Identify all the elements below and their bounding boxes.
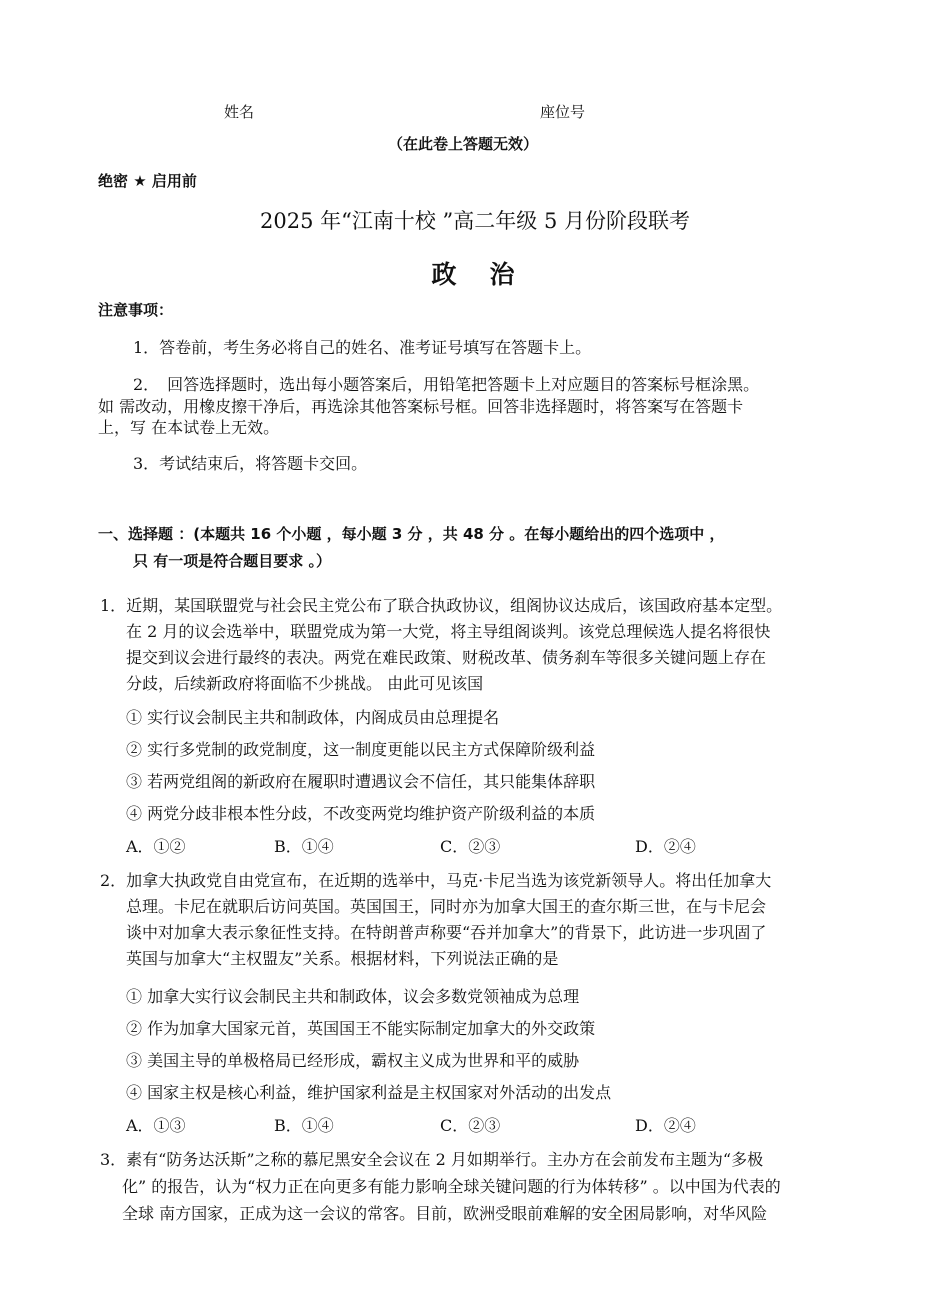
question-2-option-a[interactable]: A．①③ (126, 1116, 186, 1135)
question-2-statement: ② 作为加拿大国家元首，英国国王不能实际制定加拿大的外交政策 (126, 1019, 596, 1038)
question-3-line: 全球 南方国家，正成为这一会议的常客。目前，欧洲受眼前难解的安全困局影响，对华风险 (122, 1204, 768, 1223)
name-label: 姓名 (224, 103, 255, 121)
question-1-statement: ① 实行议会制民主共和制政体，内阁成员由总理提名 (126, 708, 500, 727)
note-item-2-line-2: 如 需改动，用橡皮擦干净后，再选涂其他答案标号框。回答非选择题时，将答案写在答题卡 (98, 397, 744, 416)
question-1-line: 提交到议会进行最终的表决。两党在难民政策、财税改革、债务刹车等很多关键问题上存在 (126, 648, 767, 667)
notes-heading: 注意事项： (98, 301, 174, 319)
question-2-option-c[interactable]: C．②③ (440, 1116, 501, 1135)
question-1-statement: ④ 两党分歧非根本性分歧，不改变两党均维护资产阶级利益的本质 (126, 804, 596, 823)
subject-title: 政 治 (431, 260, 519, 289)
question-1-line: 在 2 月的议会选举中，联盟党成为第一大党，将主导组阁谈判。该党总理候选人提名将很快 (126, 622, 771, 641)
question-2-line: 谈中对加拿大表示象征性支持。在特朗普声称要“吞并加拿大”的背景下，此访进一步巩固了 (126, 923, 767, 942)
question-2-line: 总理。卡尼在就职后访问英国。英国国王，同时亦为加拿大国王的查尔斯三世，在与卡尼会 (126, 897, 767, 916)
question-2-line: 2．加拿大执政党自由党宣布，在近期的选举中，马克·卡尼当选为该党新领导人。将出任加拿大 (100, 871, 772, 890)
note-item-2-line-1: 2． 回答选择题时，选出每小题答案后，用铅笔把答题卡上对应题目的答案标号框涂黑。 (133, 375, 760, 394)
question-1-statement: ② 实行多党制的政党制度，这一制度更能以民主方式保障阶级利益 (126, 740, 596, 759)
exam-title: 2025 年“江南十校 ”高二年级 5 月份阶段联考 (260, 209, 690, 233)
section-heading-line-1: 一、选择题 ：(本题共 16 个小题 ，每小题 3 分 ，共 48 分 。在每小题给出的四个选项中 ， (98, 525, 725, 543)
question-2-statement: ① 加拿大实行议会制民主共和制政体，议会多数党领袖成为总理 (126, 987, 580, 1006)
question-2-statement: ④ 国家主权是核心利益，维护国家利益是主权国家对外活动的出发点 (126, 1083, 612, 1102)
note-item-2-line-3: 上，写 在本试卷上无效。 (98, 418, 280, 437)
invalid-note: （在此卷上答题无效） (388, 135, 539, 153)
question-1-option-c[interactable]: C．②③ (440, 837, 501, 856)
seat-number-label: 座位号 (540, 103, 586, 121)
question-3-line: 3．素有“防务达沃斯”之称的慕尼黑安全会议在 2 月如期举行。主办方在会前发布主题为“多极 (100, 1150, 764, 1169)
note-item-1: 1．答卷前，考生务必将自己的姓名、准考证号填写在答题卡上。 (133, 338, 592, 357)
question-2-line: 英国与加拿大“主权盟友”关系。根据材料，下列说法正确的是 (126, 949, 559, 968)
question-2-option-b[interactable]: B．①④ (274, 1116, 334, 1135)
question-2-statement: ③ 美国主导的单极格局已经形成，霸权主义成为世界和平的威胁 (126, 1051, 580, 1070)
question-3-line: 化” 的报告，认为“权力正在向更多有能力影响全球关键问题的行为体转移” 。以中国为代表的 (122, 1177, 781, 1196)
secret-label: 绝密 ★ 启用前 (98, 172, 197, 190)
note-item-3: 3．考试结束后，将答题卡交回。 (133, 454, 368, 473)
question-1-line: 分歧，后续新政府将面临不少挑战。 由此可见该国 (126, 674, 484, 693)
section-heading-line-2: 只 有一项是符合题目要求 。） (133, 552, 331, 570)
question-1-option-a[interactable]: A．①② (126, 837, 186, 856)
question-1-option-b[interactable]: B．①④ (274, 837, 334, 856)
question-1-statement: ③ 若两党组阁的新政府在履职时遭遇议会不信任，其只能集体辞职 (126, 772, 596, 791)
question-1-option-d[interactable]: D．②④ (635, 837, 696, 856)
question-2-option-d[interactable]: D．②④ (635, 1116, 696, 1135)
question-1-line: 1．近期，某国联盟党与社会民主党公布了联合执政协议，组阁协议达成后，该国政府基本定型。 (100, 596, 783, 615)
